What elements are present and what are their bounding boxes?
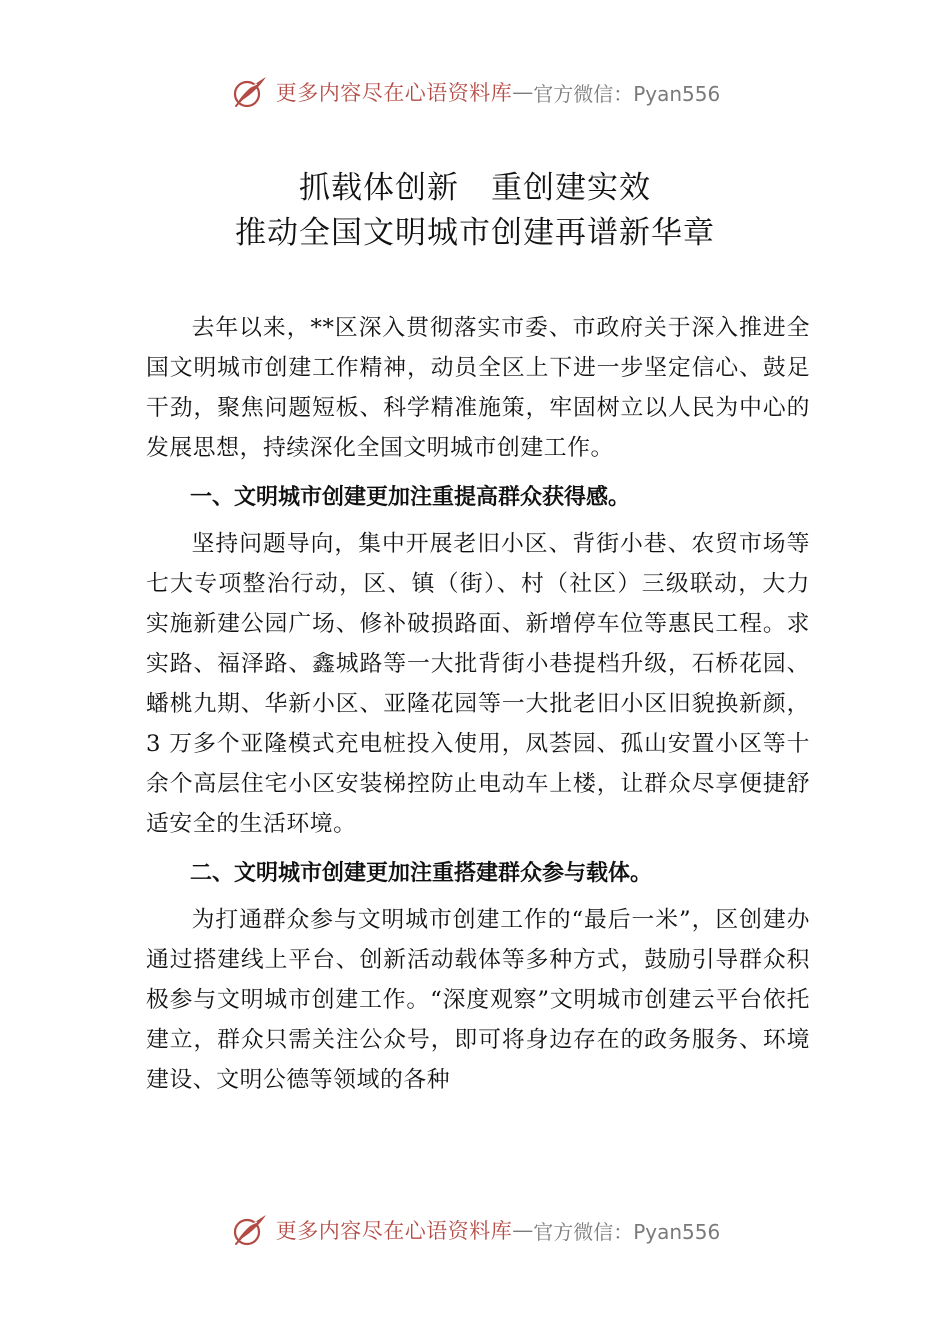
section1-paragraph: 坚持问题导向，集中开展老旧小区、背街小巷、农贸市场等七大专项整治行动，区、镇（街）、村（社区）三级联动，大力实施新建公园广场、修补破损路面、新增停车位等惠民工程。求实路、福泽路、鑫城路等一大批背街小巷提档升级，石桥花园、蟠桃九期、华新小区、亚隆花园等一大批老旧小区旧貌换新颜，3 万多个亚隆模式充电桩投入使用，凤荟园、孤山安置小区等十余个高层住宅小区安装梯控防止电动车上楼，让群众尽享便捷舒适安全的生活环境。 xyxy=(146,531,810,837)
footer-watermark xyxy=(0,1206,950,1254)
intro-paragraph: 去年以来，**区深入贯彻落实市委、市政府关于深入推进全国文明城市创建工作精神，动员全区上下进一步坚定信心、鼓足干劲，聚焦问题短板、科学精准施策，牢固树立以人民为中心的发展思想，持续深化全国文明城市创建工作。 xyxy=(146,315,810,461)
watermark-text: 更多内容尽在心语资料库 xyxy=(275,1219,513,1243)
document-body xyxy=(146,308,810,1100)
section2-paragraph: 为打通群众参与文明城市创建工作的“最后一米”，区创建办通过搭建线上平台、创新活动载体等多种方式，鼓励引导群众积极参与文明城市创建工作。“深度观察”文明城市创建云平台依托建立，群众只需关注公众号，即可将身边存在的政务服务、环境建设、文明公德等领域的各种 xyxy=(146,907,810,1093)
document-title-line1: 抓载体创新 重创建实效 xyxy=(299,170,651,206)
watermark-wechat: 官方微信：Pyan556 xyxy=(533,1219,721,1244)
watermark-separator: — xyxy=(512,80,534,104)
watermark-separator: — xyxy=(512,1218,534,1242)
watermark-wechat: 官方微信：Pyan556 xyxy=(533,81,721,106)
document-title-line2: 推动全国文明城市创建再谱新华章 xyxy=(235,215,715,251)
watermark-text: 更多内容尽在心语资料库 xyxy=(275,81,513,105)
header-watermark xyxy=(0,68,950,116)
quill-pen-logo-icon xyxy=(230,72,270,112)
quill-pen-logo-icon xyxy=(230,1210,270,1250)
section2-heading: 二、文明城市创建更加注重搭建群众参与载体。 xyxy=(190,861,653,886)
section1-heading: 一、文明城市创建更加注重提高群众获得感。 xyxy=(190,485,631,510)
